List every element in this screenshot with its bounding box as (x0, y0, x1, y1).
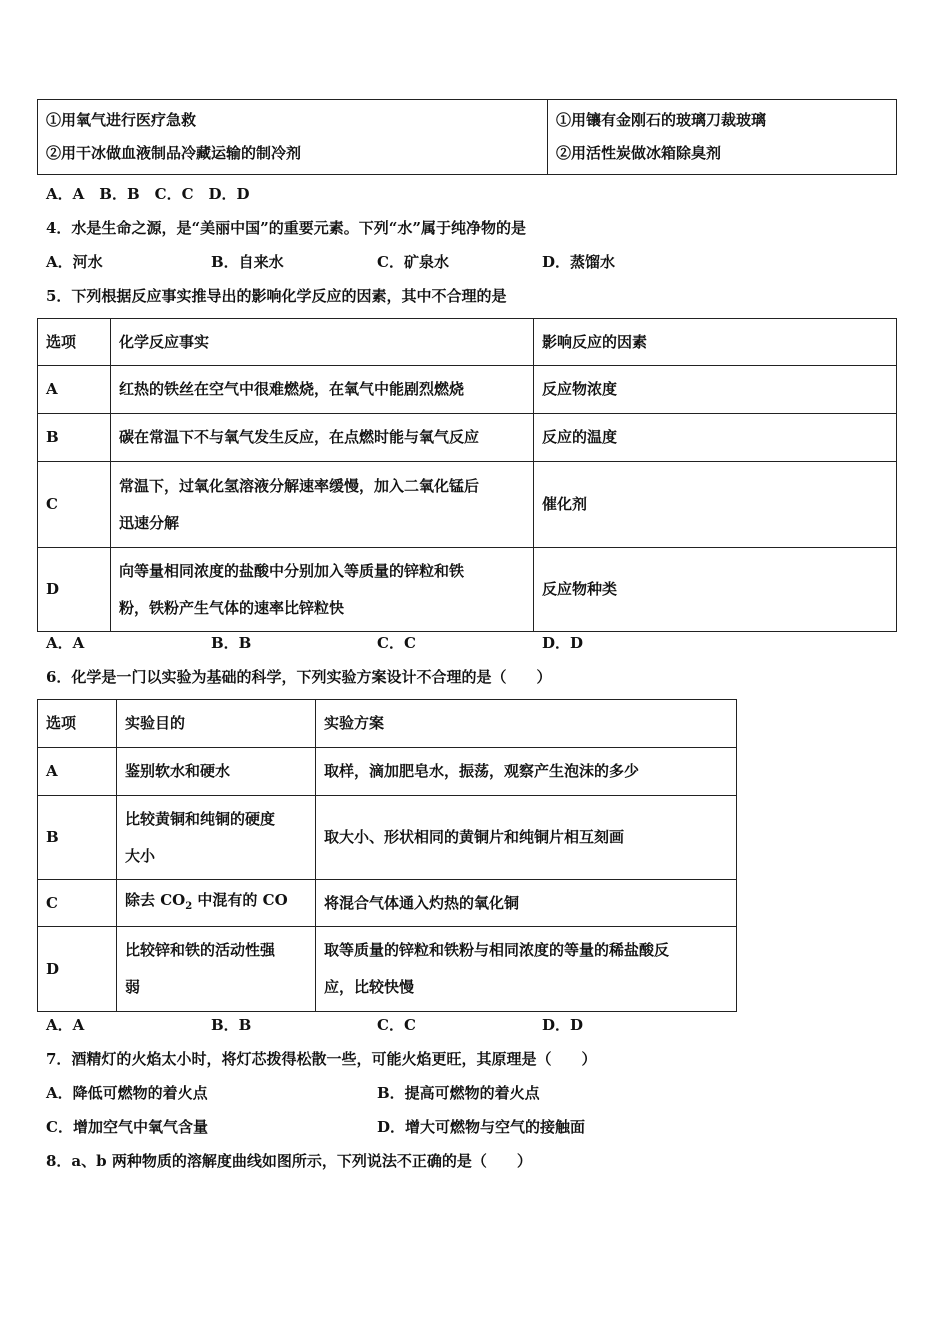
q3-left-line-2: ②用干冰做血液制品冷藏运输的制冷剂 (46, 144, 302, 162)
q3-table (37, 99, 897, 175)
q5-header-fact: 化学反应事实 (111, 319, 534, 366)
q3-right-cell (548, 100, 897, 175)
q7-option-a: A．降低可燃物的着火点 (46, 1084, 208, 1102)
q6-row-a-option: A (38, 748, 117, 796)
q6-row-c-purpose-pre: 除去 CO (125, 890, 186, 909)
q6-option-c: C．C (377, 1016, 416, 1034)
q3-left-cell (38, 100, 548, 175)
q6-row-c-purpose-sub: 2 (185, 900, 193, 912)
q6-row-b-purpose (117, 796, 316, 880)
q5-row-c-fact-line-1: 常温下，过氧化氢溶液分解速率缓慢，加入二氧化锰后 (119, 476, 480, 495)
q5-row-b-fact: 碳在常温下不与氧气发生反应，在点燃时能与氧气反应 (111, 414, 534, 462)
q6-row-d-purpose (117, 927, 316, 1012)
q5-option-d: D．D (542, 634, 584, 652)
q4-option-a: A．河水 (46, 253, 103, 271)
q3-left-line-1: ①用氧气进行医疗急救 (46, 111, 197, 129)
q5-option-b: B．B (211, 634, 252, 652)
q6-row-b-option: B (38, 796, 117, 880)
q3-options: A．A B．B C．C D．D (46, 185, 250, 203)
q7-option-b: B．提高可燃物的着火点 (377, 1084, 540, 1102)
table-row (38, 366, 897, 414)
table-row (38, 319, 897, 366)
q6-row-d-option: D (38, 927, 117, 1012)
q7-option-c: C．增加空气中氧气含量 (46, 1118, 208, 1136)
q5-options (46, 632, 906, 654)
q6-options (46, 1014, 906, 1036)
q6-row-d-purpose-line-1: 比较锌和铁的活动性强 (125, 941, 276, 959)
q6-row-c-purpose (117, 880, 316, 927)
q5-row-c-fact (111, 462, 534, 548)
q6-row-a-plan: 取样，滴加肥皂水，振荡，观察产生泡沫的多少 (316, 748, 737, 796)
q6-row-b-purpose-line-2: 大小 (125, 846, 156, 865)
q5-row-a-fact: 红热的铁丝在空气中很难燃烧，在氧气中能剧烈燃烧 (111, 366, 534, 414)
q6-table (37, 699, 737, 1012)
q5-row-b-option: B (38, 414, 111, 462)
table-row (38, 462, 897, 548)
q5-option-c: C．C (377, 634, 416, 652)
q6-row-d-plan (316, 927, 737, 1012)
q5-row-c-factor: 催化剂 (534, 462, 897, 548)
q6-option-a: A．A (46, 1016, 85, 1034)
q6-row-c-plan: 将混合气体通入灼热的氧化铜 (316, 880, 737, 927)
q8-stem: 8．a、b 两种物质的溶解度曲线如图所示，下列说法不正确的是（ ） (46, 1152, 532, 1170)
q6-row-b-plan: 取大小、形状相同的黄铜片和纯铜片相互刻画 (316, 796, 737, 880)
q6-header-option: 选项 (38, 700, 117, 748)
table-row (38, 548, 897, 632)
q5-row-b-factor: 反应的温度 (534, 414, 897, 462)
table-row (38, 880, 737, 927)
q5-row-a-option: A (38, 366, 111, 414)
table-row (38, 748, 737, 796)
q7-stem: 7．酒精灯的火焰太小时，将灯芯拨得松散一些，可能火焰更旺，其原理是（ ） (46, 1050, 597, 1068)
q5-table (37, 318, 897, 632)
q4-option-b: B．自来水 (211, 253, 284, 271)
table-row (38, 700, 737, 748)
q7-options-row-1 (46, 1082, 906, 1104)
table-row (38, 414, 897, 462)
table-row (38, 100, 897, 175)
q3-right-line-1: ①用镶有金刚石的玻璃刀裁玻璃 (556, 111, 767, 129)
q6-option-d: D．D (542, 1016, 584, 1034)
q3-right-line-2: ②用活性炭做冰箱除臭剂 (556, 144, 722, 162)
q7-options-row-2 (46, 1116, 906, 1138)
q6-row-b-purpose-line-1: 比较黄铜和纯铜的硬度 (125, 809, 276, 828)
q5-row-d-option: D (38, 548, 111, 632)
q5-header-option: 选项 (38, 319, 111, 366)
table-row (38, 927, 737, 1012)
q6-row-d-purpose-line-2: 弱 (125, 978, 141, 996)
q6-row-c-option: C (38, 880, 117, 927)
q5-row-d-fact (111, 548, 534, 632)
q5-header-factor: 影响反应的因素 (534, 319, 897, 366)
q6-header-purpose: 实验目的 (117, 700, 316, 748)
q6-row-c-purpose-post: 中混有的 CO (192, 890, 288, 909)
q4-stem: 4．水是生命之源，是“美丽中国”的重要元素。下列“水”属于纯净物的是 (46, 219, 526, 237)
q5-row-c-fact-line-2: 迅速分解 (119, 513, 180, 532)
q7-option-d: D．增大可燃物与空气的接触面 (377, 1118, 586, 1136)
q4-option-d: D．蒸馏水 (542, 253, 616, 271)
q6-row-d-plan-line-2: 应，比较快慢 (324, 978, 415, 996)
q5-row-c-option: C (38, 462, 111, 548)
q5-row-a-factor: 反应物浓度 (534, 366, 897, 414)
q5-row-d-fact-line-1: 向等量相同浓度的盐酸中分别加入等质量的锌粒和铁 (119, 561, 465, 580)
q6-option-b: B．B (211, 1016, 252, 1034)
q6-row-d-plan-line-1: 取等质量的锌粒和铁粉与相同浓度的等量的稀盐酸反 (324, 941, 670, 959)
q6-row-a-purpose: 鉴别软水和硬水 (117, 748, 316, 796)
q6-header-plan: 实验方案 (316, 700, 737, 748)
q6-stem: 6．化学是一门以实验为基础的科学，下列实验方案设计不合理的是（ ） (46, 668, 552, 686)
q5-stem: 5．下列根据反应事实推导出的影响化学反应的因素，其中不合理的是 (46, 287, 507, 305)
q4-option-c: C．矿泉水 (377, 253, 449, 271)
q5-row-d-factor: 反应物种类 (534, 548, 897, 632)
q5-option-a: A．A (46, 634, 85, 652)
q5-row-d-fact-line-2: 粉，铁粉产生气体的速率比锌粒快 (119, 598, 345, 617)
q4-options (46, 251, 906, 273)
table-row (38, 796, 737, 880)
